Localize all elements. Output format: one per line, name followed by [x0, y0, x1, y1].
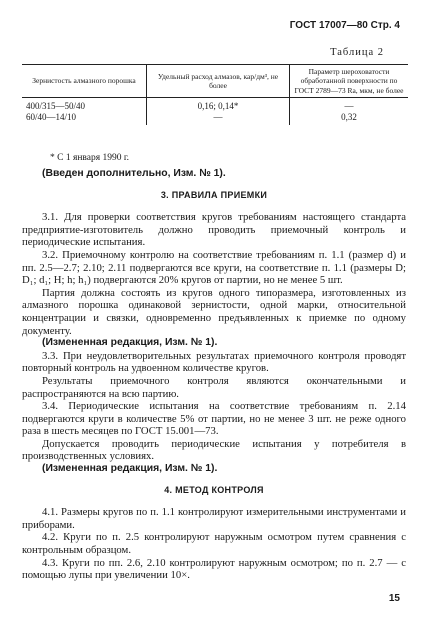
- table-caption: Таблица 2: [330, 47, 384, 58]
- table-cell: [22, 98, 147, 126]
- table-cell: [147, 98, 290, 126]
- paragraph: 3.4. Периодические испытания на соответствие требованиям п. 2.14 подвергаются круги в количестве 5% от партии, но не менее 3 шт. не реже одного раза в шесть месяцев по ГОСТ 15.001—73.: [22, 400, 406, 438]
- running-header: ГОСТ 17007—80 Стр. 4: [289, 20, 400, 31]
- paragraph: 4.2. Круги по п. 2.5 контролируют наружным осмотром путем сравнения с контрольным образцом.: [22, 531, 406, 557]
- roughness-1: —: [344, 101, 354, 112]
- paragraph: 4.1. Размеры кругов по п. 1.1 контролируют измерительными инструментами и приборами.: [22, 506, 406, 531]
- paragraph: 3.2. Приемочному контролю на соответствие требованиям п. 1.1 (размер d) и пп. 2.5—2.7; 2.10; 2.11 подвергаются все круги, на соответствие п. 1.1 (размеры D; D₁; d₁; H; h; h₁) подвергаются 20% кругов от партии, но не менее 5 шт.: [22, 248, 406, 287]
- table-footnote: * С 1 января 1990 г.: [50, 153, 130, 163]
- roughness-2: 0,32: [341, 111, 357, 122]
- paragraph: 3.1. Для проверки соответствия кругов требованиям настоящего стандарта предприятие-изготовитель должно проводить приемочный контроль и периодические испытания.: [22, 211, 406, 249]
- diamond-rate-1: 0,16; 0,14*: [197, 101, 239, 112]
- paragraph: Допускается проводить периодические испытания у потребителя в производственных условиях.: [22, 437, 406, 463]
- grit-range-1: 400/315—50/40: [26, 101, 86, 112]
- page-number: 15: [388, 593, 400, 604]
- section-title: 3. ПРАВИЛА ПРИЕМКИ: [160, 189, 268, 200]
- section-title: 4. МЕТОД КОНТРОЛЯ: [164, 484, 264, 495]
- table-2: [22, 64, 408, 125]
- paragraph: 4.3. Круги по пп. 2.6, 2.10 контролируют наружным осмотром; по п. 2.7 — с помощью лупы при увеличении 10×.: [22, 556, 406, 582]
- amendment-note: (Введен дополнительно, Изм. № 1).: [42, 168, 226, 179]
- table-header: Параметр шероховатости обработанной поверхности по ГОСТ 2789—73 Ra, мкм, не более: [290, 65, 409, 98]
- table-row: [22, 98, 408, 126]
- amendment-note: (Измененная редакция, Изм. № 1).: [42, 337, 218, 349]
- diamond-rate-2: —: [213, 111, 223, 122]
- paragraph: Результаты приемочного контроля являются окончательными и распространяются на всю партию.: [22, 374, 406, 400]
- amendment-note: (Измененная редакция, Изм. № 1).: [42, 463, 218, 475]
- table-cell: [290, 98, 409, 126]
- paragraph: 3.3. При неудовлетворительных результатах приемочного контроля проводят повторный контроль на удвоенном количестве кругов.: [22, 349, 406, 375]
- table-header: Удельный расход алмазов, кар/дм³, не более: [147, 65, 290, 98]
- body-text: [22, 168, 406, 582]
- paragraph: Партия должна состоять из кругов одного типоразмера, изготовленных из алмазного порошка одинаковой зернистости, одной марки, относительной концентрации и связки, одновременно предъявленных к приемке по одному документу.: [22, 286, 406, 337]
- grit-range-2: 60/40—14/10: [26, 111, 77, 122]
- table-header: Зернистость алмазного порошка: [22, 65, 147, 98]
